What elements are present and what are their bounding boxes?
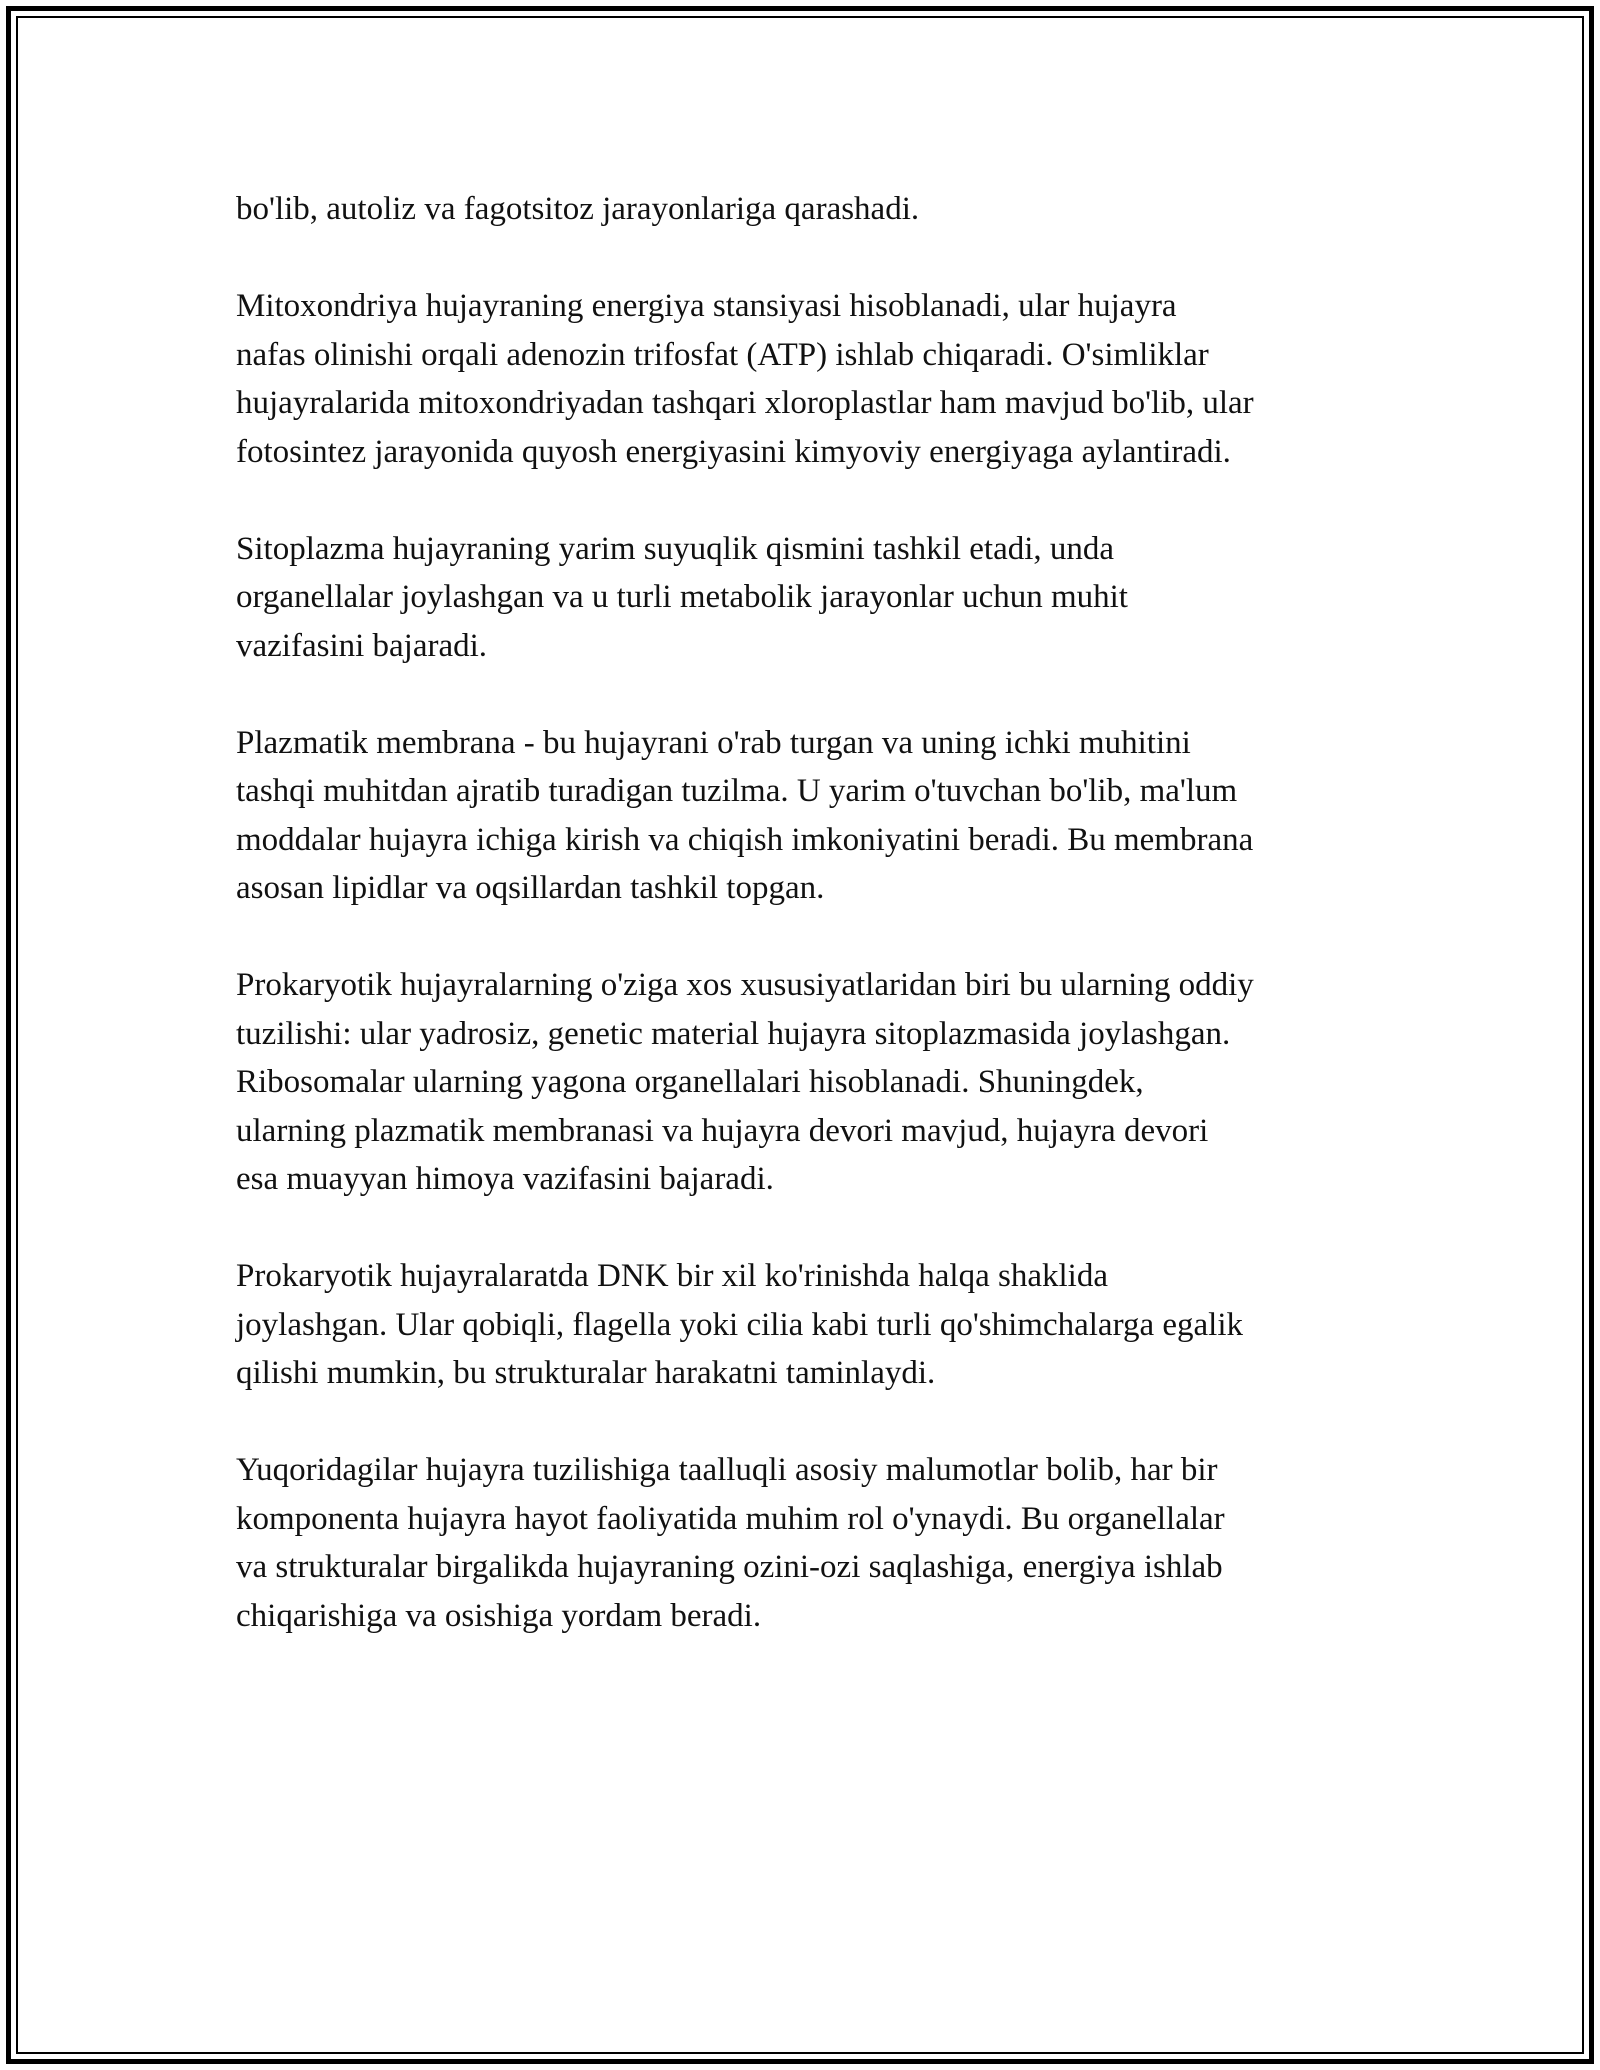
text-line: ularning plazmatik membranasi va hujayra devori mavjud, hujayra devori xyxy=(236,1112,1209,1149)
text-line: komponenta hujayra hayot faoliyatida muhim rol o'ynaydi. Bu organellalar xyxy=(236,1500,1225,1537)
document-body xyxy=(236,185,1396,1689)
text-line: hujayralarida mitoxondriyadan tashqari xloroplastlar ham mavjud bo'lib, ular xyxy=(236,385,1254,421)
text-line: qilishi mumkin, bu strukturalar harakatni taminlaydi. xyxy=(236,1355,936,1391)
text-line: asosan lipidlar va oqsillardan tashkil topgan. xyxy=(236,870,825,906)
text-line: va strukturalar birgalikda hujayraning ozini-ozi saqlashiga, energiya ishlab xyxy=(236,1549,1223,1585)
text-line: Ribosomalar ularning yagona organellalari hisoblanadi. Shuningdek, xyxy=(236,1064,1144,1100)
text-line: Sitoplazma hujayraning yarim suyuqlik qismini tashkil etadi, unda xyxy=(236,530,1115,567)
text-line: bo'lib, autoliz va fagotsitoz jarayonlariga qarashadi. xyxy=(236,191,920,227)
text-line: vazifasini bajaradi. xyxy=(236,627,488,664)
text-line: fotosintez jarayonida quyosh energiyasini kimyoviy energiyaga aylantiradi. xyxy=(236,433,1231,470)
paragraph-mitochondria xyxy=(236,282,1396,476)
text-line: tuzilishi: ular yadrosiz, genetic material hujayra sitoplazmasida joylashgan. xyxy=(236,1015,1231,1052)
text-line: Mitoxondriya hujayraning energiya stansiyasi hisoblanadi, ular hujayra xyxy=(236,288,1177,324)
paragraph-prokaryotic-dna xyxy=(236,1252,1396,1398)
text-line: chiqarishiga va osishiga yordam beradi. xyxy=(236,1597,762,1634)
paragraph-summary xyxy=(236,1446,1396,1640)
text-line: joylashgan. Ular qobiqli, flagella yoki cilia kabi turli qo'shimchalarga egalik xyxy=(236,1306,1243,1343)
paragraph-prokaryotic-features xyxy=(236,961,1396,1204)
paragraph-plasma-membrane xyxy=(236,719,1396,913)
text-line: organellalar joylashgan va u turli metabolik jarayonlar uchun muhit xyxy=(236,579,1128,615)
text-line: esa muayyan himoya vazifasini bajaradi. xyxy=(236,1161,774,1197)
paragraph-lysosome-end xyxy=(236,185,1396,234)
paragraph-cytoplasm xyxy=(236,525,1396,671)
text-line: moddalar hujayra ichiga kirish va chiqish imkoniyatini beradi. Bu membrana xyxy=(236,821,1254,858)
text-line: Yuqoridagilar hujayra tuzilishiga taalluqli asosiy malumotlar bolib, har bir xyxy=(236,1452,1218,1488)
text-line: Prokaryotik hujayralarning o'ziga xos xususiyatlaridan biri bu ularning oddiy xyxy=(236,967,1254,1003)
text-line: Plazmatik membrana - bu hujayrani o'rab turgan va uning ichki muhitini xyxy=(236,724,1191,761)
text-line: nafas olinishi orqali adenozin trifosfat (ATP) ishlab chiqaradi. O'simliklar xyxy=(236,336,1209,373)
text-line: tashqi muhitdan ajratib turadigan tuzilma. U yarim o'tuvchan bo'lib, ma'lum xyxy=(236,773,1238,809)
text-line: Prokaryotik hujayralaratda DNK bir xil ko'rinishda halqa shaklida xyxy=(236,1258,1108,1294)
